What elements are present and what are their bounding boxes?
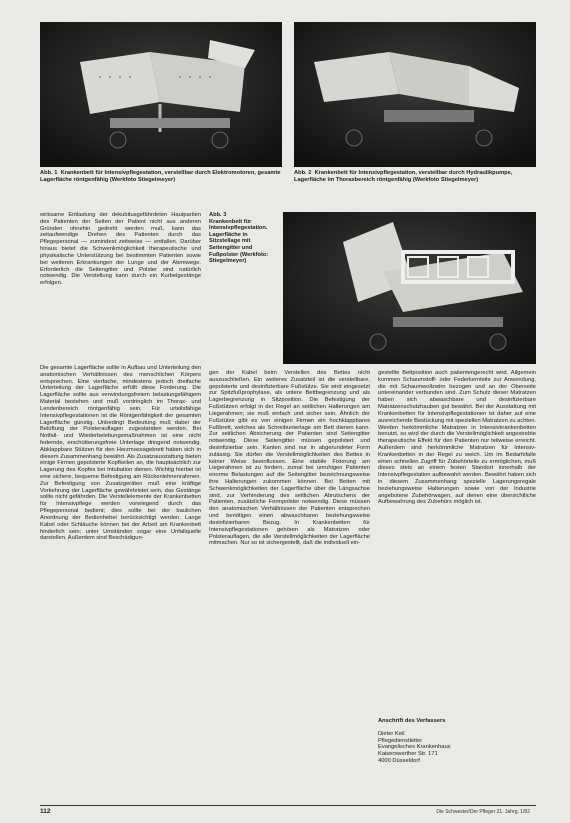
author-line: Pflegedienstleiter — [378, 737, 423, 744]
figure-label-1: Abb. 1 — [40, 170, 58, 176]
figure-caption-2 — [294, 170, 536, 183]
figure-caption-3 — [209, 212, 275, 265]
author-line: Evangelisches Krankenhaus — [378, 744, 451, 751]
author-address — [378, 718, 536, 765]
figure-text-2: Krankenbett für Intensivpflegestation, verstellbar durch Hydraulikpumpe, Lagerfläche im Thoraxbereich röntgenfähig (Werkfoto Stiegelmeyer) — [294, 170, 513, 183]
figure-label-2: Abb. 2 — [294, 170, 312, 176]
paragraph: gen der Kabel beim Verstellen des Bettes nicht auszuschließen. Ein weiteres Zusatzteil ist die verstellbare, gepolsterte und desinfizierbare Fußstütze. Sie wird eingesetzt zur Spitzfußprophylaxe, als untere Bettbegrenzung und als Lagerbegrenzung in Sitzposition. Die Befestigung der Fußstützen erfolgt in der Regel an seitlichen Halterungen am Liegerahmen; sie muß einfach und sicher sein. Ähnlich der Fußstütze gibt es von einigen Firmen ein hochklappbares Fußbrett, welches als Schreibunterlage am Bett dienen kann. Zur seitlichen Absicherung der Patienten sind Seitengitter notwendig. Diese Seitengitter müssen gepolstert und desinfizierbar sein. Kanten sind nur in abgerundeter Form zulässig. Sie dürfen die Verstellmöglichkeiten des Bettes in keiner Weise beeinflussen. Eine stabile Fixierung am Liegerahmen ist zu fordern, zumal bei unruhigen Patienten enorme Belastungen auf die Seitengitter bezeichnungsweise ihre Halterungen zukommen können. Bei Betten mit Schwenkmöglichkeiten der Lagerfläche über die Längsachse sind, zur Verhinderung des seitlichen Abrutschens der Patienten, zusätzliche Formpolster notwendig. Diese müssen den anatomischen Verhältnissen der Patienten entsprechen und benötigen einen abwaschbaren beziehungsweise desinfizierbaren Bezug. In Krankenbetten für Intensivpflegestationen gehören als Matratzen oder Polsterauflagen, die alle Verstellmöglichkeiten der Lagerfläche mitmachen. Nur so ist sichergestellt, daß die individuell ein- — [209, 370, 370, 547]
paragraph: wirksame Entlastung der dekubitusgefährdeten Hautpartien des Patienten der Seiten der Patient nicht aus anderen Gründen ohnehin gedreht werden muß, kann das zeitaufwendige Drehen des Patienten durch das Pflegepersonal — zumindest zeitweise — entfallen. Darüber hinaus bietet die Schwenkmöglichkeit therapeutische und physikalische Unterstützung bei bestimmten Patienten sowie bei weiteren Erkrankungen der Lunge und der Atemwege. Erforderlich die Seitengitter und Polster sind natürlich notwendig. Die Verstellung kann durch ein Kurbelgestänge erfolgen. — [40, 212, 201, 287]
paragraph: Die gesamte Lagerfläche sollte in Aufbau und Unterteilung den anatomischen Verhältnissen des menschlichen Körpers entsprechen. Eine vierfache, mindestens jedoch dreifache Unterteilung der Lagerfläche erfüllt diese Forderung. Die Lagerfläche sollte aus verwindungsfreiem belastungsfähigem Material bestehen und muß vordringlich im Thorax- und Lendenbereich röntgenfähig sein. Für urteilsfähige Intensivpflegestationen ist die Röntgenfähigkeit der gesamten Lagerfläche günstig. Unbedingt Bedeutung muß dabei der Belüftung der Polsterauflagen zugestanden werden. Bei Notfall- und Wiederbelebungsmaßnahmen ist eine nicht federnde, erschütterungsfreie Unterlage dringend notwendig. Abklappbare Stützen für den Herzmassagebrett haben sich in diesem Zusammenhang bewährt. Als Zusatzausstattung bieten einige Firmen gepolsterte Kopfkeilen an, die hauptsächlich zur Lagerung des Kopfes bei Intubation dienen. Wichtig hierbei ist eine sichere, bequeme Befestigung am Rückenlehnenrahmen. Zur Befestigung von Zusatzgeräten muß eine kräftige Vorkehrung der Lagerfläche gewährleistet sein, das Gestänge sollte nicht gefährden. Die Verstellelemente der Krankenbetten für Intensivpflege werden vorwiegend durch das Pflegepersonal bedient; dies sollte bei der baulichen Anordnung der Bedienhebel berücksichtigt werden. Lange Kabel oder Schläuche können bei der Arbeit am Krankenbett hinderlich sein; unter Umständen sogar eine Unfallquelle darstellen. Außerdem sind Beschädigun- — [40, 365, 201, 542]
column-3 — [378, 370, 536, 622]
photo-bed-2 — [294, 22, 536, 167]
column-1-top — [40, 212, 201, 358]
figure-text-1: Krankenbett für Intensivpflegestation, verstellbar durch Elektromotoren, gesamte Lagerfläche röntgenfähig (Werkfoto Stiegelmeyer) — [40, 170, 281, 183]
paragraph: gestellte Bettposition auch patientengerecht wird. Allgemein kommen Schaumstoff- oder Federkernteile zur Anwendung, die mit Schaumwollzwirn bezogen und an der Oberseite untereinander verbunden sind. Zum Schutz dieser Matratzen haben sich abwaschbare und desinfizierbare Matratzenschutzhauben gut bewährt. Bei der Ausstattung mit Krankenbetten für Intensivpflegestationen ist daher auf eine ausreichende Bestückung mit speziellen Matratzen zu achten. Werden herkömmliche Matratzen in Intensivkrankenbetten benutzt, so wird der durch die Verstellmöglichkeit angestrebte therapeutische Effekt für den Patienten nur teilweise erreicht. Außerdem sind herkömmliche Matratzen für Intensiv-Krankenbetten in der Regel zu weich. Um im Bedarfsfalle einen schnellen Zugriff für Zubehörteile zu ermöglichen, muß dieses stets an einem festen Standort innerhalb der Intensivpflegestation aufbewahrt werden. Bewährt haben sich in diesem Zusammenhang spezielle Lagerungsregale beziehungsweise Halterungen sowie von der Industrie angebotene Zubehörwagen, auf denen eine übersichtliche Aufbewahrung des Zubehörs möglich ist. — [378, 370, 536, 506]
journal-footer: Die Schwester/Der Pfleger 21. Jahrg. 1/82 — [436, 809, 530, 815]
figure-label-3: Abb. 3 — [209, 212, 227, 218]
figure-caption-1 — [40, 170, 282, 183]
column-2 — [209, 370, 370, 802]
author-line: Kaiserswerther Str. 171 — [378, 751, 438, 758]
author-line: Dieter Keil — [378, 730, 405, 737]
page-number: 112 — [40, 808, 51, 815]
photo-bed-1 — [40, 22, 282, 167]
author-address-title: Anschrift des Verfassers — [378, 718, 446, 724]
figure-text-3: Krankenbett für Intensivpflegestation. Lagerfläche in Sitzstellage mit Seitengitter und Fußpolster (Werkfoto: Stiegelmeyer) — [209, 218, 269, 265]
footer-rule — [40, 805, 536, 806]
column-1 — [40, 365, 201, 802]
author-line: 4000 Düsseldorf — [378, 758, 420, 765]
photo-bed-3 — [283, 212, 536, 364]
